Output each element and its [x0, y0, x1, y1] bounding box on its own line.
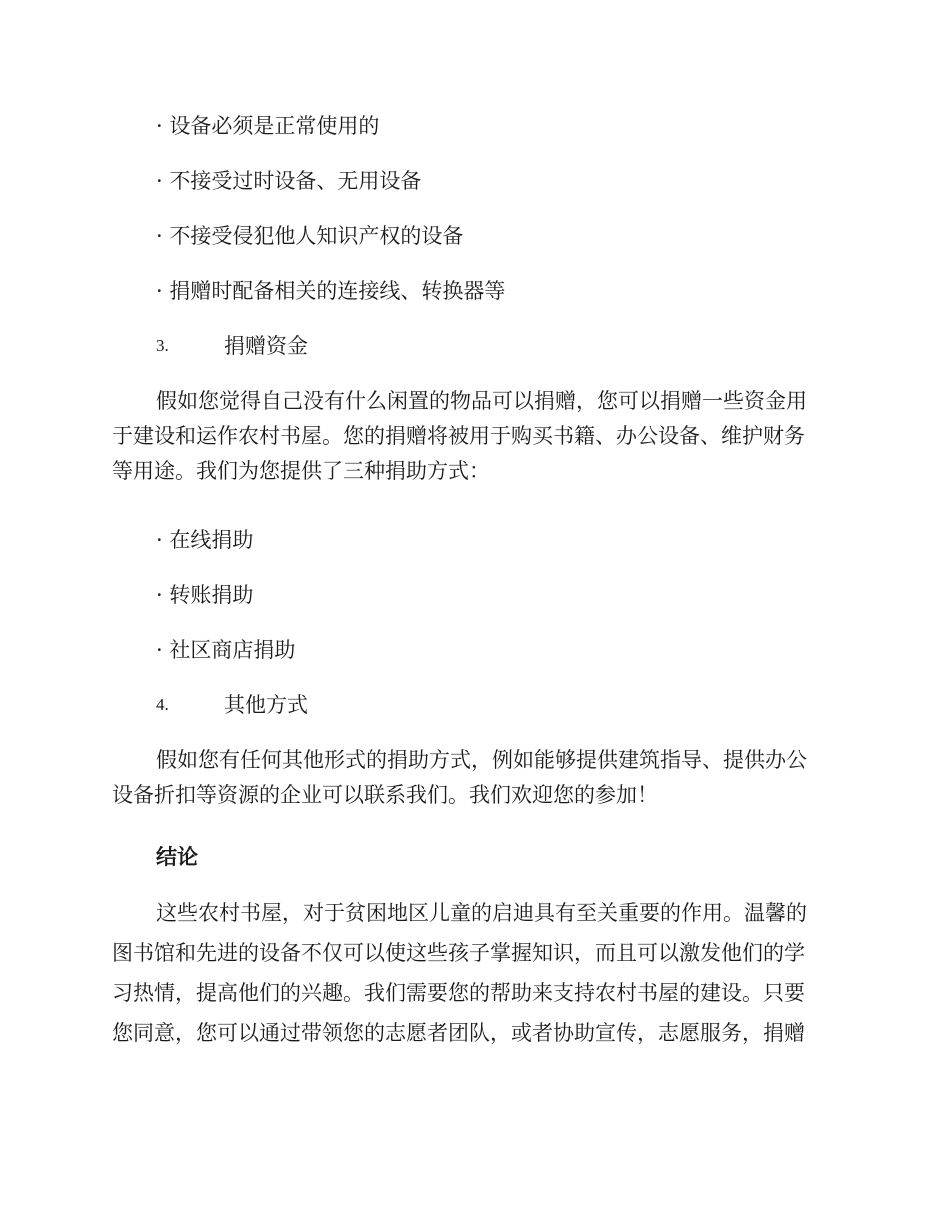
paragraph-line: 等用途。我们为您提供了三种捐助方式：	[112, 459, 490, 483]
paragraph-line: 于建设和运作农村书屋。您的捐赠将被用于购买书籍、办公设备、维护财务	[112, 424, 805, 448]
section-number: 3.	[156, 336, 169, 355]
paragraph-line: 图书馆和先进的设备不仅可以使这些孩子掌握知识，而且可以激发他们的学	[112, 941, 805, 965]
bullet-item: · 设备必须是正常使用的	[156, 114, 380, 138]
bullet-item: · 在线捐助	[156, 528, 254, 552]
section-number: 4.	[156, 695, 169, 714]
paragraph-line: 假如您觉得自己没有什么闲置的物品可以捐赠，您可以捐赠一些资金用	[156, 389, 807, 413]
paragraph-line: 习热情，提高他们的兴趣。我们需要您的帮助来支持农村书屋的建设。只要	[112, 981, 805, 1005]
section-title: 捐赠资金	[224, 334, 308, 358]
bullet-item: · 转账捐助	[156, 583, 254, 607]
paragraph-line: 这些农村书屋，对于贫困地区儿童的启迪具有至关重要的作用。温馨的	[156, 901, 807, 925]
section-title: 其他方式	[224, 693, 308, 717]
conclusion-heading: 结论	[156, 845, 198, 869]
paragraph-line: 假如您有任何其他形式的捐助方式，例如能够提供建筑指导、提供办公	[156, 748, 807, 772]
bullet-item: · 不接受侵犯他人知识产权的设备	[156, 224, 464, 248]
paragraph-line: 您同意，您可以通过带领您的志愿者团队，或者协助宣传，志愿服务，捐赠	[112, 1021, 805, 1045]
paragraph-line: 设备折扣等资源的企业可以联系我们。我们欢迎您的参加！	[112, 783, 658, 807]
bullet-item: · 捐赠时配备相关的连接线、转换器等	[156, 279, 506, 303]
bullet-item: · 不接受过时设备、无用设备	[156, 169, 422, 193]
bullet-item: · 社区商店捐助	[156, 638, 296, 662]
